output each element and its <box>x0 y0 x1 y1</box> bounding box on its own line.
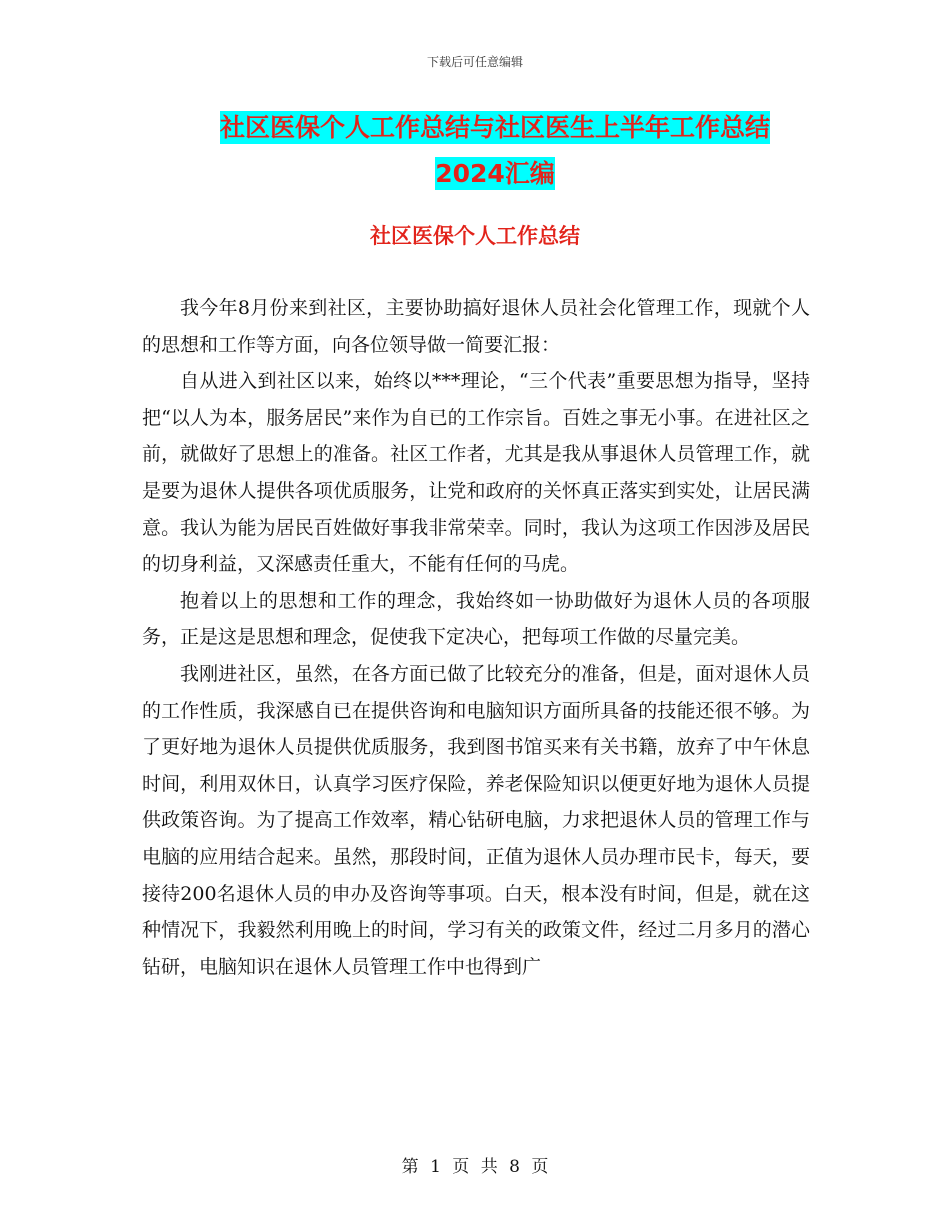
title-line-2: 2024汇编 <box>435 159 555 188</box>
paragraph: 我今年8月份来到社区，主要协助搞好退休人员社会化管理工作，现就个人的思想和工作等方面，向各位领导做一简要汇报： <box>142 297 810 356</box>
section-title: 社区医保个人工作总结 <box>370 224 580 248</box>
page-footer: 第 1 页 共 8 页 <box>401 1157 549 1177</box>
header-note: 下载后可任意编辑 <box>426 55 523 69</box>
title-line-1: 社区医保个人工作总结与社区医生上半年工作总结 <box>219 113 770 142</box>
body-text <box>142 290 810 985</box>
document-title <box>130 105 860 197</box>
paragraph: 我刚进社区，虽然，在各方面已做了比较充分的准备，但是，面对退休人员的工作性质，我深感自已在提供咨询和电脑知识方面所具备的技能还很不够。为了更好地为退休人员提供优质服务，我到图书馆买来有关书籍，放弃了中午休息时间，利用双休日，认真学习医疗保险，养老保险知识以便更好地为退休人员提供政策咨询。为了提高工作效率，精心钻研电脑，力求把退休人员的管理工作与电脑的应用结合起来。虽然，那段时间，正值为退休人员办理市民卡，每天，要接待200名退休人员的申办及咨询等事项。白天，根本没有时间，但是，就在这种情况下，我毅然利用晚上的时间，学习有关的政策文件，经过二月多月的潜心钻研，电脑知识在退休人员管理工作中也得到广 <box>142 662 810 978</box>
paragraph: 自从进入到社区以来，始终以***理论，“三个代表”重要思想为指导，坚持把“以人为本，服务居民”来作为自已的工作宗旨。百姓之事无小事。在进社区之前，就做好了思想上的准备。社区工作者，尤其是我从事退休人员管理工作，就是要为退休人提供各项优质服务，让党和政府的关怀真正落实到实处，让居民满意。我认为能为居民百姓做好事我非常荣幸。同时，我认为这项工作因涉及居民的切身利益，又深感责任重大，不能有任何的马虎。 <box>142 370 810 576</box>
paragraph: 抱着以上的思想和工作的理念，我始终如一协助做好为退休人员的各项服务，正是这是思想和理念，促使我下定决心，把每项工作做的尽量完美。 <box>142 589 810 649</box>
